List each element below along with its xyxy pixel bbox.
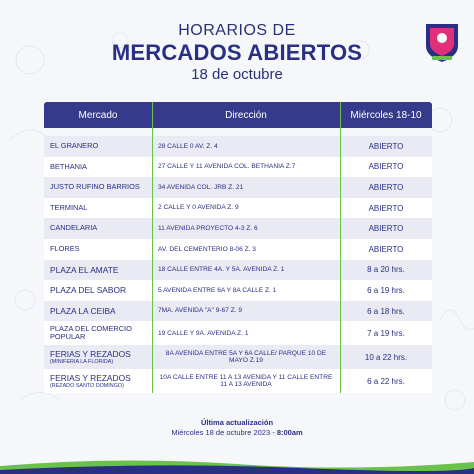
market-hours: 8 a 20 hrs. xyxy=(367,265,405,275)
title-line-1: HORARIOS DE xyxy=(178,22,296,39)
table-row xyxy=(44,157,432,178)
column-header-mercado: Mercado xyxy=(78,109,118,121)
table-body xyxy=(44,136,432,393)
table-row xyxy=(44,369,432,393)
market-hours: 10 a 22 hrs. xyxy=(364,352,408,362)
market-name xyxy=(44,183,152,192)
table-row xyxy=(44,345,432,369)
market-address: AV. DEL CEMENTERIO 8-06 Z. 3 xyxy=(158,245,256,253)
market-address: 8A AVENIDA ENTRE 5A Y 6A CALLE/ PARQUE 10 DE MAYO Z.19 xyxy=(165,349,327,365)
market-name xyxy=(44,142,152,151)
market-name xyxy=(44,325,152,342)
title-date: 18 de octubre xyxy=(191,66,283,83)
market-name xyxy=(44,204,152,213)
market-address: 7MA. AVENIDA "A" 9-67 Z. 9 xyxy=(158,307,243,315)
table-row xyxy=(44,136,432,157)
market-address: 28 CALLE 0 AV. Z. 4 xyxy=(158,142,218,150)
market-hours: ABIERTO xyxy=(368,162,404,172)
market-hours: ABIERTO xyxy=(368,182,404,192)
table-row xyxy=(44,321,432,345)
market-hours: 7 a 19 hrs. xyxy=(367,328,405,338)
market-name-text: TERMINAL xyxy=(50,202,88,212)
market-address: 34 AVENIDA COL. JRB Z. 21 xyxy=(158,183,244,191)
market-name xyxy=(44,245,152,254)
market-hours: ABIERTO xyxy=(368,224,404,234)
market-address: 19 CALLE Y 9A. AVENIDA Z. 1 xyxy=(158,329,249,337)
market-hours: ABIERTO xyxy=(368,244,404,254)
market-hours: 6 a 19 hrs. xyxy=(367,285,405,295)
market-name-text: PLAZA DEL COMERCIO POPULAR xyxy=(50,323,132,342)
table-row xyxy=(44,280,432,301)
last-update-date: Miércoles 18 de octubre 2023 - xyxy=(171,428,277,437)
market-name-text: PLAZA DEL SABOR xyxy=(50,285,127,296)
market-name-text: PLAZA LA CEIBA xyxy=(50,305,116,316)
market-address: 10A CALLE ENTRE 11 A 13 AVENIDA Y 11 CALLE ENTRE 11 A 13 AVENIDA xyxy=(159,373,333,389)
market-name-text: CANDELARIA xyxy=(50,223,98,233)
market-hours: ABIERTO xyxy=(368,203,404,213)
footer xyxy=(0,418,474,438)
market-name-text: BETHANIA xyxy=(50,161,87,171)
market-hours: 6 a 22 hrs. xyxy=(367,376,405,386)
last-update-value xyxy=(0,428,474,438)
title-line-2: MERCADOS ABIERTOS xyxy=(111,40,363,65)
market-name-text: PLAZA EL AMATE xyxy=(50,264,119,275)
market-subname: (MINIFERIA LA FLORIDA) xyxy=(50,358,114,365)
market-name xyxy=(44,307,152,316)
market-name-text: EL GRANERO xyxy=(50,141,99,151)
table-row xyxy=(44,260,432,281)
market-address: 27 CALLE Y 11 AVENIDA COL. BETHANIA Z.7 xyxy=(158,163,296,171)
market-name-text: JUSTO RUFINO BARRIOS xyxy=(50,182,140,192)
column-divider xyxy=(340,102,341,393)
table-row xyxy=(44,218,432,239)
column-divider xyxy=(152,102,153,393)
table-header xyxy=(44,102,432,128)
bottom-wave xyxy=(0,456,474,474)
market-address: 11 AVENIDA PROYECTO 4-3 Z. 6 xyxy=(158,224,258,232)
market-subname: (REZADO SANTO DOMINGO) xyxy=(50,382,124,389)
market-address: 18 CALLE ENTRE 4A. Y 5A. AVENIDA Z. 1 xyxy=(158,266,285,274)
market-name-text: FERIAS Y REZADOS xyxy=(50,373,131,384)
table-row xyxy=(44,198,432,219)
market-name xyxy=(44,374,152,389)
table-row xyxy=(44,177,432,198)
last-update-label: Última actualización xyxy=(200,418,274,427)
market-address: 2 CALLE Y 0 AVENIDA Z. 9 xyxy=(158,204,239,212)
market-name xyxy=(44,163,152,172)
market-address: 5 AVENIDA ENTRE 6A Y 8A CALLE Z. 1 xyxy=(158,286,277,294)
market-hours: ABIERTO xyxy=(368,141,404,151)
market-name xyxy=(44,224,152,233)
column-header-direccion: Dirección xyxy=(225,109,267,121)
page-header xyxy=(0,22,474,84)
market-name-text: FLORES xyxy=(50,244,80,254)
market-name xyxy=(44,266,152,275)
column-header-horario: Miércoles 18-10 xyxy=(350,109,422,121)
market-name xyxy=(44,286,152,295)
table-row xyxy=(44,239,432,260)
last-update-time: 8:00am xyxy=(276,428,303,437)
municipal-logo-icon xyxy=(422,20,462,62)
markets-table xyxy=(44,102,432,393)
market-hours: 6 a 18 hrs. xyxy=(367,306,405,316)
market-name xyxy=(44,350,152,365)
market-name-text: FERIAS Y REZADOS xyxy=(50,349,131,360)
table-row xyxy=(44,301,432,322)
